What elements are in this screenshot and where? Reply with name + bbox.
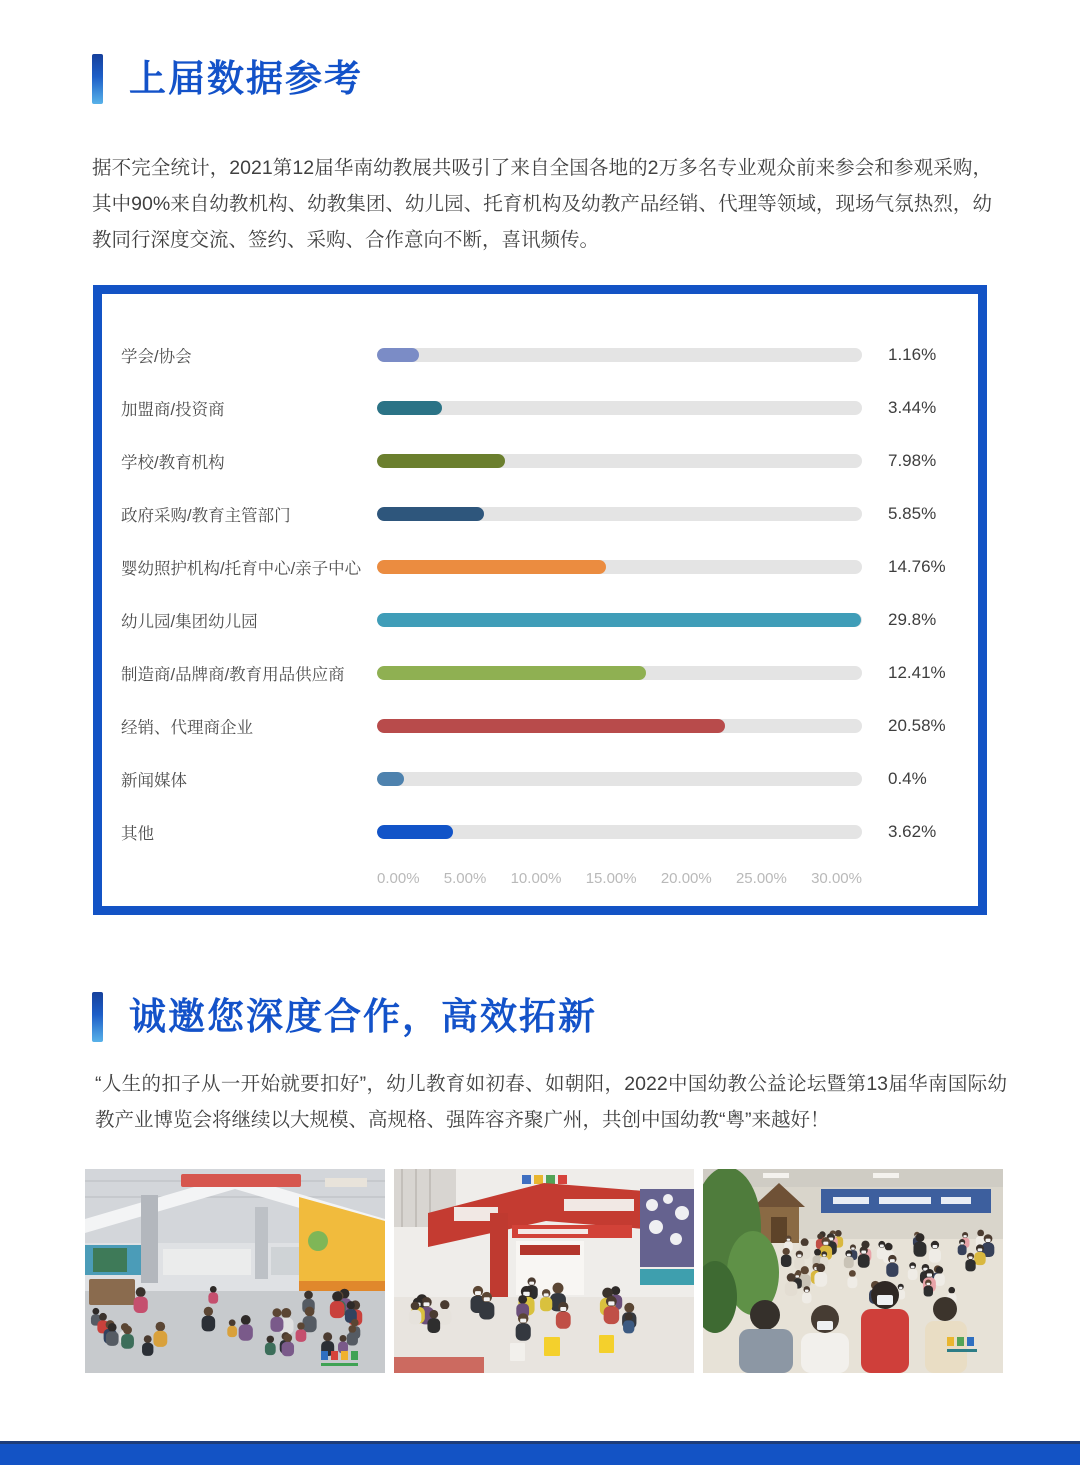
photo-visitor-crowd bbox=[703, 1169, 1003, 1373]
bar-track bbox=[377, 507, 862, 521]
bar-value-label: 5.85% bbox=[888, 503, 937, 523]
bar-value-label: 14.76% bbox=[888, 556, 946, 576]
chart-category-label: 加盟商/投资商 bbox=[121, 400, 225, 419]
section2-accent-bar bbox=[92, 992, 103, 1042]
chart-row bbox=[121, 381, 958, 434]
bar-fill bbox=[377, 454, 505, 468]
bar-track bbox=[377, 825, 862, 839]
chart-row bbox=[121, 540, 958, 593]
section2-header bbox=[92, 992, 597, 1042]
photo-exhibition-hall bbox=[85, 1169, 385, 1373]
kids-china-watermark-2 bbox=[947, 1337, 977, 1352]
chart-category-label: 其他 bbox=[121, 824, 154, 843]
chart-category-label: 幼儿园/集团幼儿园 bbox=[121, 612, 258, 631]
bar-fill bbox=[377, 825, 453, 839]
chart-row bbox=[121, 752, 958, 805]
footer-bar bbox=[0, 1441, 1080, 1465]
bar-track bbox=[377, 719, 862, 733]
bar-value-label: 0.4% bbox=[888, 768, 927, 788]
chart-row bbox=[121, 699, 958, 752]
bar-track bbox=[377, 454, 862, 468]
bar-fill bbox=[377, 666, 646, 680]
section1-accent-bar bbox=[92, 54, 103, 104]
chart-category-label: 制造商/品牌商/教育用品供应商 bbox=[121, 665, 345, 684]
bar-value-label: 20.58% bbox=[888, 715, 946, 735]
section1-header bbox=[92, 54, 363, 104]
bar-value-label: 12.41% bbox=[888, 662, 946, 682]
chart-row bbox=[121, 487, 958, 540]
chart-category-label: 政府采购/教育主管部门 bbox=[121, 506, 291, 525]
bar-track bbox=[377, 401, 862, 415]
bar-fill bbox=[377, 719, 725, 733]
chart-row bbox=[121, 805, 958, 858]
photo-gallery bbox=[85, 1169, 1003, 1373]
section1-paragraph: 据不完全统计，2021第12届华南幼教展共吸引了来自全国各地的2万多名专业观众前来参会和参观采购，其中90%来自幼教机构、幼教集团、幼儿园、托育机构及幼教产品经销、代理等领域，现场气氛热烈，幼教同行深度交流、签约、采购、合作意向不断，喜讯频传。 bbox=[92, 157, 992, 251]
x-axis-tick: 30.00% bbox=[811, 870, 862, 887]
bar-fill bbox=[377, 348, 419, 362]
x-axis-tick: 10.00% bbox=[510, 870, 562, 887]
chart-category-label: 学会/协会 bbox=[121, 347, 192, 366]
section2-paragraph: “人生的扣子从一开始就要扣好”，幼儿教育如初春、如朝阳，2022中国幼教公益论坛暨第13届华南国际幼教产业博览会将继续以大规模、高规格、强阵容齐聚广州，共创中国幼教“粤”来越好！ bbox=[95, 1073, 1007, 1131]
x-axis-tick: 15.00% bbox=[585, 870, 637, 887]
bar-track bbox=[377, 613, 862, 627]
x-axis-tick: 20.00% bbox=[660, 870, 712, 887]
bar-track bbox=[377, 348, 862, 362]
section2-title: 诚邀您深度合作，高效拓新 bbox=[129, 996, 597, 1037]
bar-fill bbox=[377, 401, 442, 415]
chart-category-label: 学校/教育机构 bbox=[121, 453, 225, 472]
section1-title: 上届数据参考 bbox=[129, 58, 363, 99]
chart-row bbox=[121, 593, 958, 646]
bar-value-label: 3.62% bbox=[888, 821, 937, 841]
chart-x-axis bbox=[377, 870, 862, 887]
bar-value-label: 7.98% bbox=[888, 450, 937, 470]
chart-row bbox=[121, 434, 958, 487]
x-axis-tick: 25.00% bbox=[735, 870, 787, 887]
bar-fill bbox=[377, 560, 606, 574]
bar-track bbox=[377, 560, 862, 574]
chart-row bbox=[121, 646, 958, 699]
chart-category-label: 经销、代理商企业 bbox=[121, 718, 253, 737]
bar-track bbox=[377, 772, 862, 786]
x-axis-tick: 0.00% bbox=[377, 870, 420, 887]
chart-category-label: 婴幼照护机构/托育中心/亲子中心 bbox=[121, 559, 362, 578]
bar-value-label: 1.16% bbox=[888, 344, 937, 364]
visitor-composition-chart bbox=[93, 285, 987, 915]
chart-category-label: 新闻媒体 bbox=[121, 771, 187, 790]
bar-fill bbox=[377, 507, 484, 521]
x-axis-tick: 5.00% bbox=[443, 870, 487, 887]
bar-value-label: 29.8% bbox=[888, 609, 937, 629]
bar-track bbox=[377, 666, 862, 680]
bar-value-label: 3.44% bbox=[888, 397, 937, 417]
chart-row bbox=[121, 328, 958, 381]
bar-fill bbox=[377, 613, 861, 627]
chart-rows bbox=[121, 328, 958, 858]
bar-fill bbox=[377, 772, 404, 786]
photo-red-booth bbox=[394, 1169, 694, 1373]
